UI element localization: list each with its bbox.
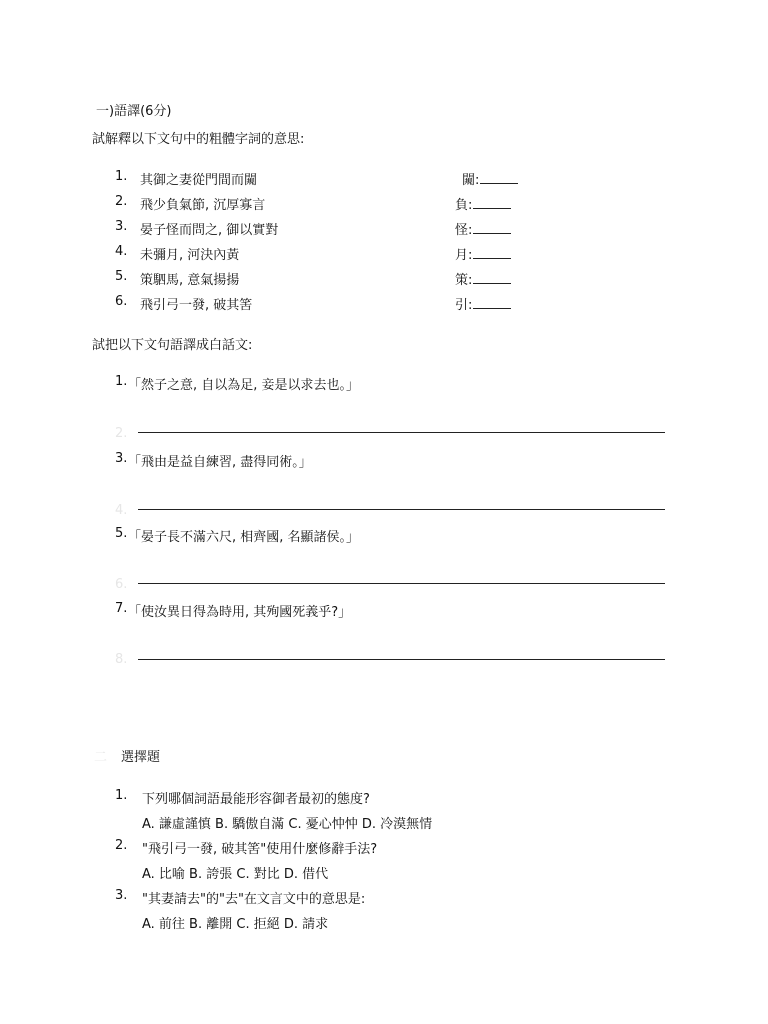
vocab-number: 6. [115,294,128,309]
vocab-sentence: 策駟馬, 意氣揚揚 [140,273,240,288]
answer-line[interactable] [138,583,665,584]
question-text: "其妻請去"的"去"在文言文中的意思是: [142,892,366,907]
answer-blank[interactable] [473,221,511,234]
question-text: "飛引弓一發, 破其筈"使用什麼修辭手法? [142,842,378,857]
question-options[interactable]: A. 謙虛謹慎 B. 驕傲自滿 C. 憂心忡忡 D. 冷漠無情 [142,817,433,832]
translate-instruction: 試把以下文句語譯成白話文: [92,338,253,353]
translate-number: 3. [115,451,128,466]
answer-blank[interactable] [473,246,511,259]
translate-number: 7. [115,601,128,616]
translate-sentence: 「飛由是益自練習, 盡得同術。」 [128,455,312,470]
answer-blank[interactable] [473,271,511,284]
translate-sentence: 「使汝異日得為時用, 其殉國死義乎?」 [128,605,352,620]
vocab-number: 2. [115,194,128,209]
vocab-answer [455,194,511,213]
answer-line[interactable] [138,432,665,433]
translate-sentence: 「然子之意, 自以為足, 妾是以求去也。」 [128,378,360,393]
translate-number: 5. [115,526,128,541]
answer-line[interactable] [138,659,665,660]
faint-number: 2. [115,426,128,441]
vocab-answer [455,294,511,313]
question-options[interactable]: A. 前往 B. 離開 C. 拒絕 D. 請求 [142,917,329,932]
vocab-word: 怪: [455,223,473,238]
vocab-instruction: 試解釋以下文句中的粗體字詞的意思: [92,132,305,147]
section1-heading: 一)語譯(6分) [96,104,172,119]
vocab-sentence: 飛少負氣節, 沉厚寡言 [140,198,266,213]
vocab-number: 4. [115,244,128,259]
faint-number: 4. [115,503,128,518]
vocab-number: 5. [115,269,128,284]
vocab-answer [455,269,511,288]
answer-blank[interactable] [473,196,511,209]
vocab-answer [462,169,518,188]
vocab-sentence: 飛引弓一發, 破其筈 [140,298,253,313]
vocab-sentence: 未彌月, 河決內黃 [140,248,240,263]
vocab-number: 3. [115,219,128,234]
question-number: 2. [115,838,128,853]
question-number: 1. [115,788,128,803]
vocab-answer [455,219,511,238]
answer-blank[interactable] [480,171,518,184]
vocab-word: 月: [455,248,473,263]
vocab-word: 引: [455,298,473,313]
faint-number: 6. [115,577,128,592]
faint-number: 8. [115,652,128,667]
vocab-answer [455,244,511,263]
vocab-word: 闚: [462,173,480,188]
section2-prefix: 二 [94,750,108,765]
translate-number: 1. [115,374,128,389]
section2-heading: 選擇題 [121,750,161,765]
answer-blank[interactable] [473,296,511,309]
question-text: 下列哪個詞語最能形容御者最初的態度? [142,792,370,807]
question-options[interactable]: A. 比喻 B. 誇張 C. 對比 D. 借代 [142,867,329,882]
vocab-sentence: 晏子怪而問之, 御以實對 [140,223,279,238]
question-number: 3. [115,888,128,903]
vocab-sentence: 其御之妻從門間而闚 [140,173,258,188]
vocab-word: 負: [455,198,473,213]
vocab-word: 策: [455,273,473,288]
vocab-number: 1. [115,169,128,184]
translate-sentence: 「晏子長不滿六尺, 相齊國, 名顯諸侯。」 [128,530,360,545]
answer-line[interactable] [138,509,665,510]
